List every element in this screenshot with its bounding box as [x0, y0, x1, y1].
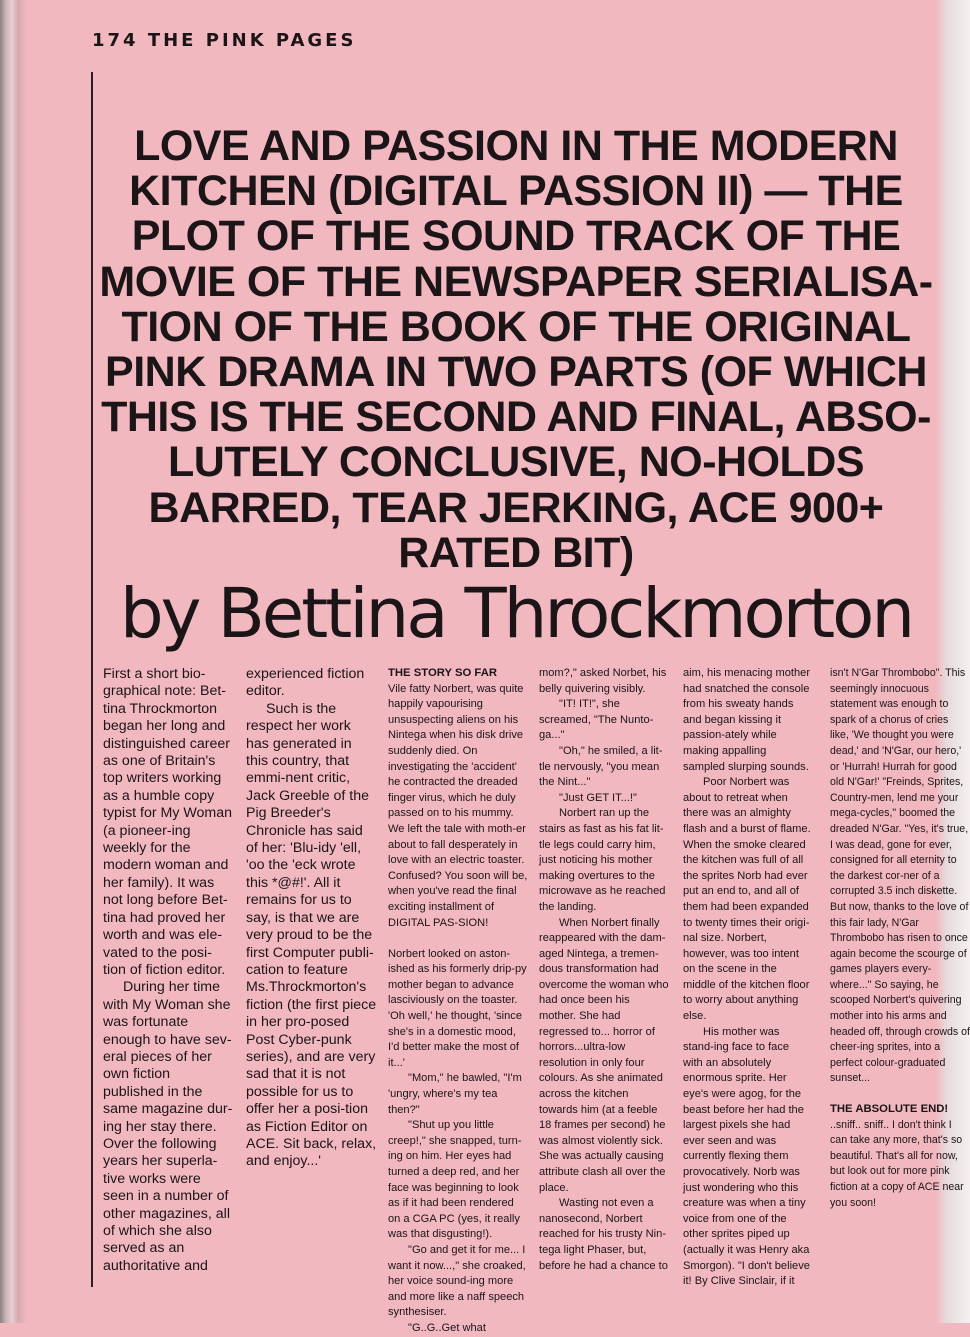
end-subhead: THE ABSOLUTE END!	[830, 1103, 949, 1116]
paragraph: ..sniff.. sniff.. I don't think I can take any more, that's so beautiful. That's all for now, but look out for more pink fiction at a copy of ACE near you soon!	[830, 1118, 964, 1209]
paragraph: "Mom," he bawled, "I'm 'ungry, where's my tea then?"	[388, 1072, 522, 1116]
story-so-far-paragraph: Vile fatty Norbert, was quite happily vapourising unsuspecting aliens on his Nintega when his disk drive suddenly died. On investigating the 'accident' he contracted the dreaded finger virus, which he duly passed on to his mummy. We left the tale with moth-er about to fall desperately in love with an electric toaster. Confused? You soon will be, when you've read the final exciting installment of DIGITAL PAS-SION!	[388, 682, 528, 929]
vertical-rule	[91, 72, 93, 1287]
paragraph: "G..G..Get what	[408, 1321, 486, 1334]
column-4	[539, 666, 669, 1272]
paragraph: His mother was stand-ing face to face with an absolutely enormous sprite. Her eye's were agog, for the beast before her had the largest pixels she had ever seen and was currently flexing them provocatively. Norb was just wondering who this creature was when a tiny voice from one of the other sprites piped up (actually it was Henry aka Smorgon). "I don't believe it! By Clive Sinclair, if it	[683, 1025, 810, 1288]
paragraph: Wasting not even a nanosecond, Norbert reached for his trusty Nin-tega light Phaser, but, before he had a chance to	[539, 1197, 668, 1272]
column-6	[830, 666, 970, 1246]
paragraph: Such is the respect her work has generated in this country, that emmi-nent critic, Jack Greeble of the Pig Breeder's Chronicle has said of her: 'Blu-idy 'ell, 'oo the 'eck wrote this *@#!'. All it remains for us to say, is that we are very proud to be the first Computer publi-cation to feature Ms.Throckmorton's fiction (the first piece in her pro-posed Post Cyber-punk series), and are very sad that it is not possible for us to offer her a posi-tion as Fiction Editor on ACE. Sit back, relax, and enjoy...'	[246, 700, 377, 1170]
running-head: 174 THE PINK PAGES	[92, 30, 357, 51]
paragraph: First a short bio-graphical note: Bet-tina Throckmorton began her long and distinguished career as one of Britain's top writers working as a humble copy typist for My Woman (a pioneer-ing weekly for the modern woman and her family). It was not long before Bet-tina had proved her worth and was ele-vated to the posi-tion of fiction editor.	[103, 666, 233, 978]
column-3	[388, 666, 528, 1334]
paragraph: mom?," asked Norbet, his belly quivering visibly.	[539, 667, 667, 695]
paragraph: isn't N'Gar Thrombobo". This seemingly innocuous statement was enough to spark of a chorus of cries like, 'We thought you were dead,' and 'N'Gar, our hero,' or 'Hurrah! Hurrah for good old N'Gar!' "Freinds, Sprites, Country-men, lend me your mega-cycles," boomed the dreaded N'Gar. "Yes, it's true, I was dead, gone for ever, consigned for all eternity to the darkest cor-ner of a corrupted 3.5 inch diskette. But now, thanks to the love of this fair lady, N'Gar Thrombobo has risen to once again become the scourge of games players every-where..." So saying, he scooped Norbert's quivering mother into his arms and headed off, through crowds of cheer-ing sprites, into a perfect colour-graduated sunset...	[830, 667, 970, 1085]
paragraph: experienced fiction editor.	[246, 666, 365, 700]
author-byline: by Bettina Throckmorton	[119, 574, 913, 654]
column-2	[246, 666, 377, 1278]
story-so-far-subhead: THE STORY SO FAR	[388, 667, 498, 679]
paragraph: Norbert looked on aston-ished as his formerly drip-py mother began to advance lasciviously on the toaster. 'Oh well,' he thought, 'since she's in a domestic mood, I'd better make the most of it...'	[388, 947, 527, 1069]
page-spine-edge	[0, 0, 36, 1323]
paragraph: "Just GET IT...!"	[559, 791, 637, 804]
paragraph: Norbert ran up the stairs as fast as his fat lit-tle legs could carry him, just noticing his mother making overtures to the microwave as he reached the landing.	[539, 807, 666, 913]
paragraph: "Oh," he smiled, a lit-tle nervously, "you mean the Nint..."	[539, 744, 663, 789]
paragraph: aim, his menacing mother had snatched the console from his sweaty hands and began kissing it passion-ately while making appalling sampled slurping sounds.	[683, 667, 811, 773]
article-headline: LOVE AND PASSION IN THE MODERN KITCHEN (DIGITAL PASSION II) — THE PLOT OF THE SOUND TRACK OF THE MOVIE OF THE NEWSPAPER SERIALISA-TION OF THE BOOK OF THE ORIGINAL PINK DRAMA IN TWO PARTS (OF WHICH THIS IS THE SECOND AND FINAL, ABSO-LUTELY CONCLUSIVE, NO-HOLDS BARRED, TEAR JERKING, ACE 900+ RATED BIT)	[99, 122, 933, 577]
paragraph: During her time with My Woman she was fortunate enough to have sev-eral pieces of her own fiction published in the same magazine dur-ing her stay there. Over the following years her superla-tive works were seen in a number of other magazines, all of which she also served as an authoritative and	[103, 979, 233, 1274]
paragraph: "IT! IT!", she screamed, "The Nunto-ga..."	[539, 698, 654, 742]
paragraph: When Norbert finally reappeared with the dam-aged Nintega, a tremen-dous transformation had overcome the woman who had once been his mother. She had regressed to... horror of horrors...ultra-low resolution in only four colours. As she animated across the kitchen towards him (at a feeble 18 frames per second) he was almost violently sick. She was actually causing attribute clash all over the place.	[539, 916, 669, 1194]
paragraph: Poor Norbert was about to retreat when there was an almighty flash and a burst of flame. When the smoke cleared the kitchen was full of all the sprites Norb had ever put an end to, and all of them had been expanded to twenty times their origi-nal size. Norbert, however, was too intent on the scene in the middle of the kitchen floor to worry about anything else.	[683, 776, 811, 1023]
column-1	[103, 666, 234, 1278]
column-5	[683, 666, 811, 1288]
paragraph: "Go and get it for me... I want it now...," she croaked, her voice sound-ing more and more like a naff speech synthesiser.	[388, 1243, 526, 1319]
paragraph: "Shut up you little creep!," she snapped, turn-ing on him. Her eyes had turned a deep red, and her face was beginning to look as if it had been rendered on a CGA PC (yes, it really was that disgusting!).	[388, 1119, 522, 1241]
